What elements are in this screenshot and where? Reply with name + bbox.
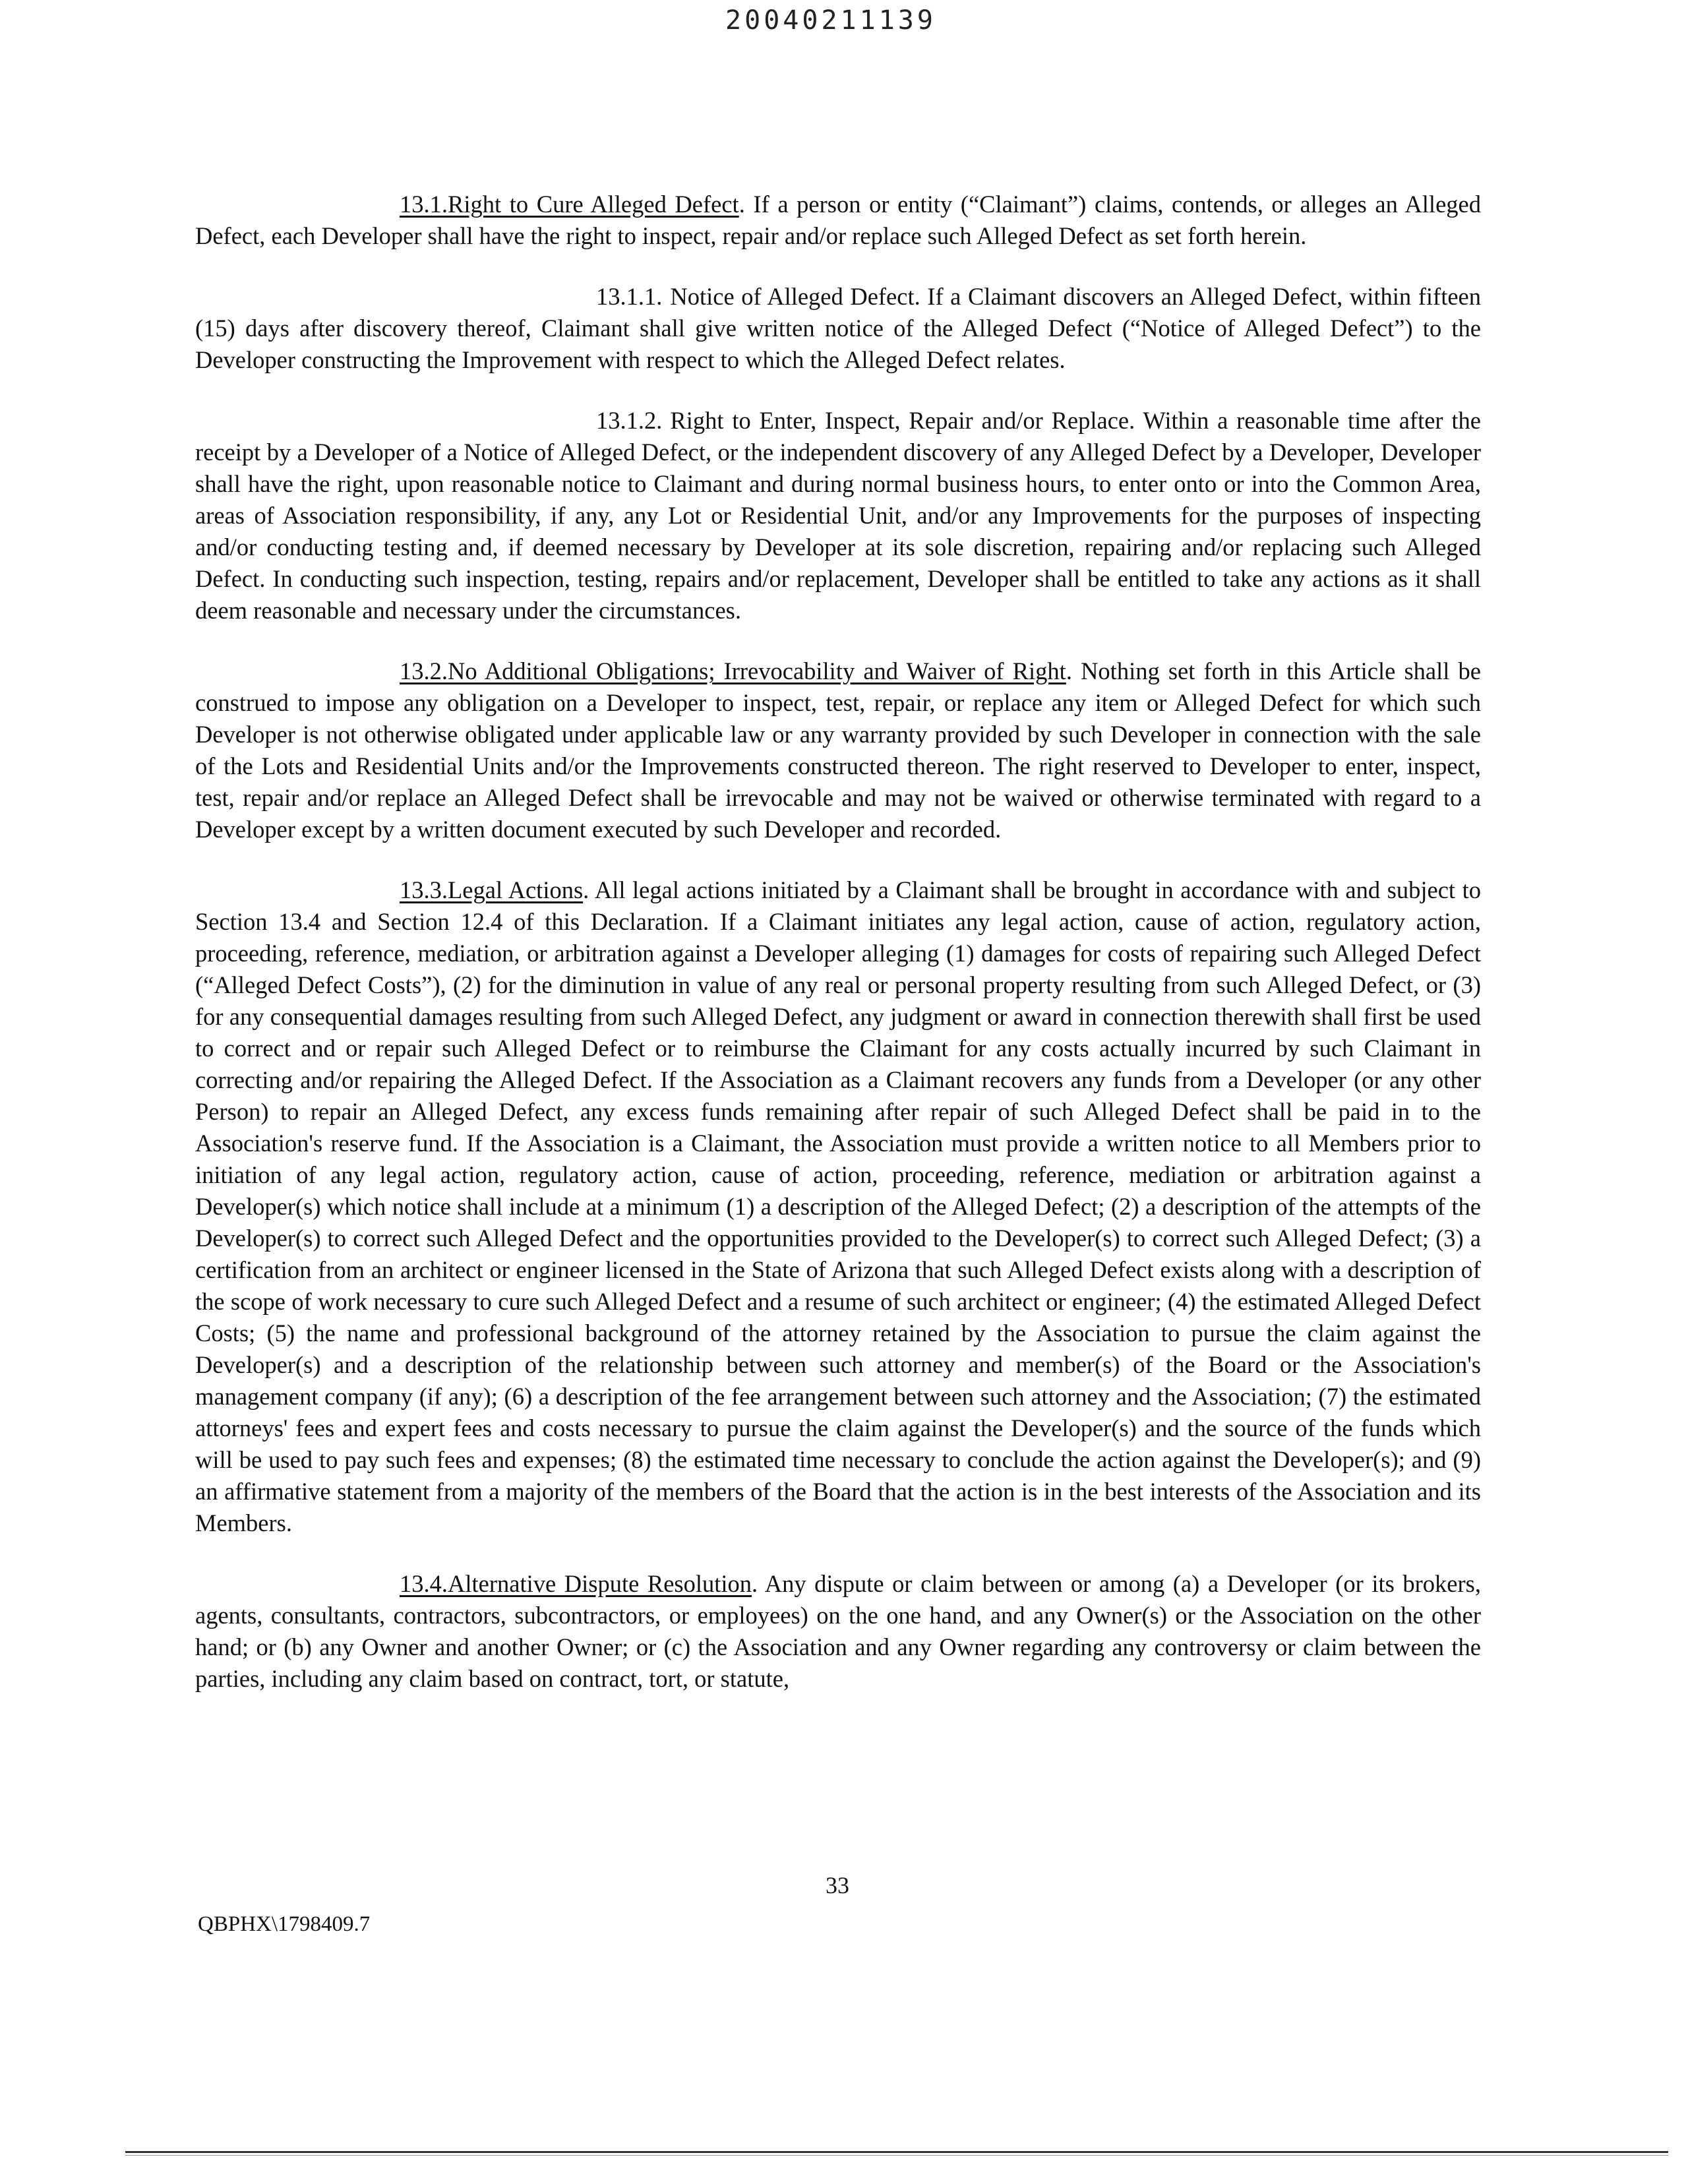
section-number: 13.2.: [400, 657, 448, 684]
section-number: 13.1.2.: [596, 407, 663, 434]
section-number: 13.4.: [400, 1570, 448, 1597]
section-body: . Nothing set forth in this Article shall be construed to impose any obligation on a Developer to inspect, test, repair, or replace any item or Alleged Defect for which such Developer is not otherwise obligated under applicable law or any warranty provided by such Developer in connection with the sale of the Lots and Residential Units and/or the Improvements constructed thereon. The right reserved to Developer to enter, inspect, test, repair and/or replace an Alleged Defect shall be irrevocable and may not be waived or otherwise terminated with regard to a Developer except by a written document executed by such Developer and recorded.: [195, 657, 1481, 843]
section-body: . Any dispute or claim between or among (a) a Developer (or its brokers, agents, consultants, contractors, subcontractors, or employees) on the one hand, and any Owner(s) or the Association on the other hand; or (b) any Owner and another Owner; or (c) the Association and any Owner regarding any controversy or claim between the parties, including any claim based on contract, tort, or statute,: [195, 1570, 1481, 1692]
section-heading: Legal Actions: [448, 876, 584, 903]
section-13-1: [195, 189, 1481, 252]
section-heading: Alternative Dispute Resolution: [448, 1570, 752, 1597]
section-13-1-1: [195, 281, 1481, 376]
section-body: . All legal actions initiated by a Claimant shall be brought in accordance with and subject to Section 13.4 and Section 12.4 of this Declaration. If a Claimant initiates any legal action, cause of action, regulatory action, proceeding, reference, mediation, or arbitration against a Developer alleging (1) damages for costs of repairing such Alleged Defect (“Alleged Defect Costs”), (2) for the diminution in value of any real or personal property resulting from such Alleged Defect, or (3) for any consequential damages resulting from such Alleged Defect, any judgment or award in connection therewith shall first be used to correct and or repair such Alleged Defect or to reimburse the Claimant for any costs actually incurred by such Claimant in correcting and/or repairing the Alleged Defect. If the Association as a Claimant recovers any funds from a Developer (or any other Person) to repair an Alleged Defect, any excess funds remaining after repair of such Alleged Defect shall be paid in to the Association's reserve fund. If the Association is a Claimant, the Association must provide a written notice to all Members prior to initiation of any legal action, regulatory action, cause of action, proceeding, reference, mediation or arbitration against a Developer(s) which notice shall include at a minimum (1) a description of the Alleged Defect; (2) a description of the attempts of the Developer(s) to correct such Alleged Defect and the opportunities provided to the Developer(s) to correct such Alleged Defect; (3) a certification from an architect or engineer licensed in the State of Arizona that such Alleged Defect exists along with a description of the scope of work necessary to cure such Alleged Defect and a resume of such architect or engineer; (4) the estimated Alleged Defect Costs; (5) the name and professional background of the attorney retained by the Association to pursue the claim against the Developer(s) and a description of the relationship between such attorney and member(s) of the Board or the Association's management company (if any); (6) a description of the fee arrangement between such attorney and the Association; (7) the estimated attorneys' fees and expert fees and costs necessary to pursue the claim against the Developer(s) and the source of the funds which will be used to pay such fees and expenses; (8) the estimated time necessary to conclude the action against the Developer(s); and (9) an affirmative statement from a majority of the members of the Board that the action is in the best interests of the Association and its Members.: [195, 876, 1481, 1536]
document-reference: QBPHX\1798409.7: [198, 1912, 371, 1936]
section-heading: No Additional Obligations; Irrevocability and Waiver of Right: [448, 657, 1066, 684]
document-body: [195, 189, 1481, 1724]
page-number: 33: [826, 1872, 849, 1898]
section-13-3: [195, 874, 1481, 1539]
section-number: 13.1.1.: [596, 283, 663, 310]
scan-edge-line: [125, 2151, 1668, 2153]
section-number: 13.1.: [400, 191, 448, 218]
section-body: Notice of Alleged Defect. If a Claimant discovers an Alleged Defect, within fifteen (15) days after discovery thereof, Claimant shall give written notice of the Alleged Defect (“Notice of Alleged Defect”) to the Developer constructing the Improvement with respect to which the Alleged Defect relates.: [195, 283, 1481, 373]
section-body: Right to Enter, Inspect, Repair and/or Replace. Within a reasonable time after the receipt by a Developer of a Notice of Alleged Defect, or the independent discovery of any Alleged Defect by a Developer, Developer shall have the right, upon reasonable notice to Claimant and during normal business hours, to enter onto or into the Common Area, areas of Association responsibility, if any, any Lot or Residential Unit, and/or any Improvements for the purposes of inspecting and/or conducting testing and, if deemed necessary by Developer at its sole discretion, repairing and/or replacing such Alleged Defect. In conducting such inspection, testing, repairs and/or replacement, Developer shall be entitled to take any actions as it shall deem reasonable and necessary under the circumstances.: [195, 407, 1481, 624]
section-13-4: [195, 1568, 1481, 1695]
section-heading: Right to Cure Alleged Defect: [448, 191, 739, 218]
section-number: 13.3.: [400, 876, 448, 903]
section-13-1-2: [195, 405, 1481, 626]
recording-number: 20040211139: [725, 5, 936, 36]
section-body: . If a person or entity (“Claimant”) claims, contends, or alleges an Alleged Defect, each Developer shall have the right to inspect, repair and/or replace such Alleged Defect as set forth herein.: [195, 191, 1481, 249]
section-13-2: [195, 655, 1481, 845]
scan-edge-line-faint: [125, 2155, 1668, 2156]
